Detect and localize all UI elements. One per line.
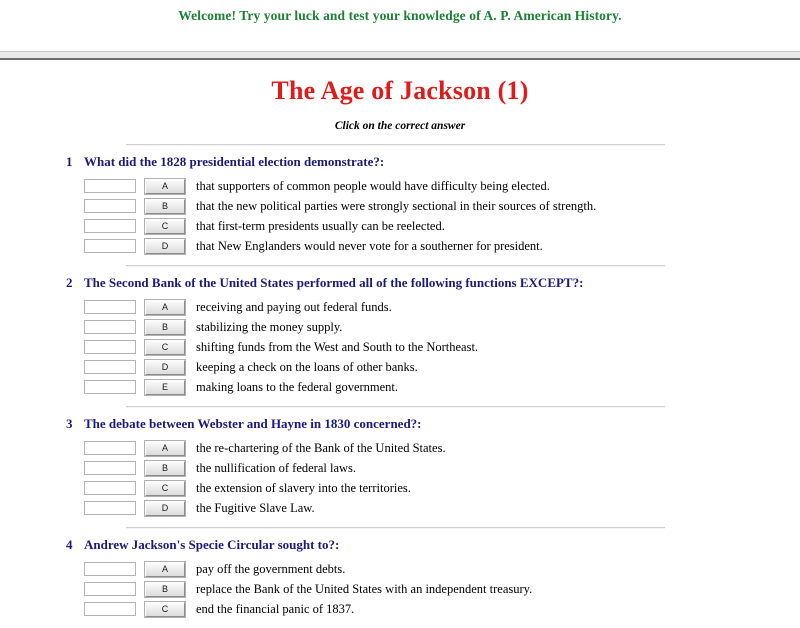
header-divider [0,51,800,60]
question-text: What did the 1828 presidential election demonstrate?: [84,154,385,169]
option-row [0,438,800,458]
option-choice-button[interactable]: D [145,239,185,254]
option-choice-button[interactable]: C [145,481,185,496]
question-header [0,275,800,291]
question-block [0,145,800,265]
option-choice-button[interactable]: A [145,300,185,315]
option-row [0,176,800,196]
option-text: the extension of slavery into the territories. [196,480,411,495]
option-row [0,458,800,478]
question-header [0,416,800,432]
option-text: the nullification of federal laws. [196,460,357,475]
option-text: that supporters of common people would have difficulty being elected. [196,178,550,193]
answer-result-field[interactable] [84,199,136,213]
question-header [0,154,800,170]
page-subtitle: Click on the correct answer [334,120,466,132]
option-list [0,297,800,397]
question-text: The debate between Webster and Hayne in 1830 concerned?: [84,416,422,431]
answer-result-field[interactable] [84,582,136,596]
question-block [0,528,800,628]
answer-result-field[interactable] [84,380,136,394]
option-text: receiving and paying out federal funds. [196,299,392,314]
question-header [0,537,800,553]
option-text: shifting funds from the West and South to the Northeast. [196,339,479,354]
answer-result-field[interactable] [84,461,136,475]
option-row [0,236,800,256]
question-block [0,407,800,527]
option-list [0,176,800,256]
option-text: that New Englanders would never vote for a southerner for president. [196,238,543,253]
answer-result-field[interactable] [84,360,136,374]
answer-result-field[interactable] [84,481,136,495]
option-text: keeping a check on the loans of other banks. [196,359,418,374]
option-choice-button[interactable]: B [145,582,185,597]
option-row [0,357,800,377]
option-row [0,579,800,599]
option-choice-button[interactable]: A [145,562,185,577]
question-number: 2 [66,275,73,290]
question-text: Andrew Jackson's Specie Circular sought to?: [84,537,340,552]
option-choice-button[interactable]: B [145,461,185,476]
answer-result-field[interactable] [84,562,136,576]
answer-result-field[interactable] [84,320,136,334]
answer-result-field[interactable] [84,300,136,314]
question-text: The Second Bank of the United States performed all of the following functions EXCEPT?: [84,275,584,290]
answer-result-field[interactable] [84,501,136,515]
question-block [0,266,800,406]
option-text: end the financial panic of 1837. [196,601,355,616]
option-choice-button[interactable]: C [145,340,185,355]
option-choice-button[interactable]: C [145,602,185,617]
option-row [0,196,800,216]
question-number: 4 [66,537,73,552]
option-list [0,438,800,518]
title-block [0,60,800,132]
option-choice-button[interactable]: D [145,501,185,516]
option-text: making loans to the federal government. [196,379,399,394]
option-text: replace the Bank of the United States with an independent treasury. [196,581,533,596]
answer-result-field[interactable] [84,602,136,616]
question-number: 3 [66,416,73,431]
question-number: 1 [66,154,73,169]
option-list [0,559,800,619]
option-text: that first-term presidents usually can be reelected. [196,218,445,233]
option-choice-button[interactable]: E [145,380,185,395]
page-title: The Age of Jackson (1) [271,76,529,105]
option-choice-button[interactable]: B [145,320,185,335]
option-choice-button[interactable]: B [145,199,185,214]
answer-result-field[interactable] [84,219,136,233]
option-row [0,377,800,397]
answer-result-field[interactable] [84,239,136,253]
option-row [0,337,800,357]
option-text: stabilizing the money supply. [196,319,343,334]
option-text: that the new political parties were strongly sectional in their sources of strength. [196,198,597,213]
option-row [0,478,800,498]
option-row [0,317,800,337]
option-row [0,559,800,579]
option-row [0,498,800,518]
quiz-question-list [0,144,800,628]
answer-result-field[interactable] [84,340,136,354]
option-text: the re-chartering of the Bank of the United States. [196,440,446,455]
option-row [0,216,800,236]
option-choice-button[interactable]: D [145,360,185,375]
option-row [0,599,800,619]
option-choice-button[interactable]: A [145,441,185,456]
option-text: pay off the government debts. [196,561,346,576]
option-row [0,297,800,317]
option-choice-button[interactable]: A [145,179,185,194]
answer-result-field[interactable] [84,179,136,193]
answer-result-field[interactable] [84,441,136,455]
option-text: the Fugitive Slave Law. [196,500,315,515]
welcome-banner: Welcome! Try your luck and test your knowledge of A. P. American History. [178,8,622,23]
option-choice-button[interactable]: C [145,219,185,234]
